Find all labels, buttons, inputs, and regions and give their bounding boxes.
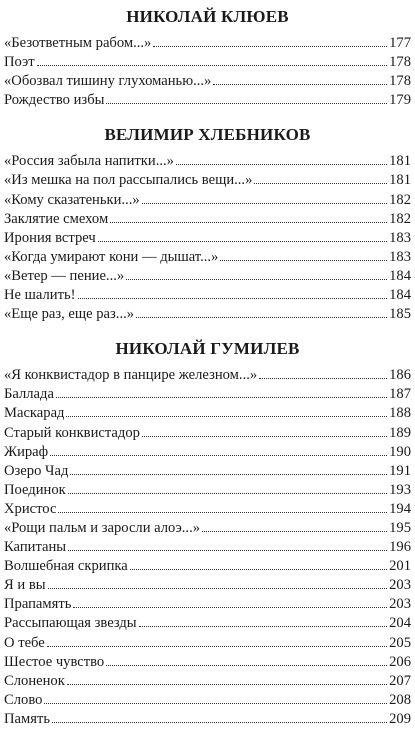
section-title-khlebnikov: ВЕЛИМИР ХЛЕБНИКОВ: [104, 125, 311, 145]
toc-entry: [4, 34, 411, 53]
dot-leader: [142, 436, 387, 437]
entry-page: 182: [389, 210, 411, 227]
dot-leader: [50, 455, 387, 456]
entry-page: 191: [389, 462, 411, 479]
entry-page: 177: [389, 35, 411, 51]
entry-title: Баллада: [4, 386, 54, 403]
dot-leader: [202, 531, 387, 532]
entry-title: Память: [4, 710, 50, 727]
section-title-gumilev: НИКОЛАЙ ГУМИЛЕВ: [115, 339, 300, 359]
entry-page: 194: [389, 500, 411, 517]
entry-page: 190: [389, 443, 411, 460]
entry-page: 178: [389, 54, 411, 71]
entry-title: «Безответным рабом...»: [4, 35, 152, 51]
toc-entry: [4, 614, 411, 633]
dot-leader: [110, 222, 387, 223]
dot-leader: [48, 588, 388, 589]
toc-entry: [4, 152, 411, 171]
dot-leader: [68, 493, 387, 494]
entry-title: Прапамять: [4, 596, 72, 613]
entry-title: Я и вы: [4, 577, 46, 594]
toc-entry: [4, 91, 411, 110]
entry-title: Шестое чувство: [4, 653, 105, 670]
toc-entry: [4, 595, 411, 614]
dot-leader: [213, 84, 387, 85]
dot-leader: [68, 550, 387, 551]
entry-title: Слово: [4, 691, 43, 708]
entry-title: «Рощи пальм и заросли алоэ...»: [4, 519, 201, 536]
dot-leader: [259, 378, 387, 379]
entry-title: Старый конквистадор: [4, 424, 140, 441]
toc-page: [0, 5, 415, 727]
toc-entry: [4, 557, 411, 576]
toc-entry: [4, 500, 411, 519]
dot-leader: [176, 164, 387, 165]
entry-page: 195: [389, 519, 411, 536]
toc-entry: [4, 481, 411, 500]
entry-page: 183: [389, 248, 411, 265]
entry-title: «Ветер — пение...»: [4, 267, 125, 284]
entry-page: 184: [389, 287, 411, 304]
dot-leader: [126, 279, 387, 280]
toc-entry: [4, 519, 411, 538]
entry-page: 209: [389, 710, 411, 727]
entry-title: Маскарад: [4, 405, 65, 422]
toc-entry: [4, 229, 411, 248]
entry-page: 182: [389, 191, 411, 208]
dot-leader: [44, 703, 387, 704]
dot-leader: [106, 665, 387, 666]
entry-page: 189: [389, 424, 411, 441]
toc-list-khlebnikov: [4, 152, 411, 324]
entry-title: Поединок: [4, 481, 66, 498]
entry-page: 203: [389, 577, 411, 594]
toc-entry: [4, 404, 411, 423]
entry-title: «Еще раз, еще раз...»: [4, 306, 135, 323]
dot-leader: [37, 65, 387, 66]
entry-title: Рассыпающая звезды: [4, 615, 137, 632]
entry-page: 188: [389, 405, 411, 422]
dot-leader: [139, 626, 388, 627]
entry-page: 185: [389, 306, 411, 323]
entry-title: «Из мешка на пол рассыпались вещи...»: [4, 172, 253, 189]
entry-page: 183: [389, 229, 411, 246]
toc-entry: [4, 634, 411, 653]
entry-title: «Я конквистадор в панцире железном...»: [4, 367, 258, 384]
toc-entry: [4, 210, 411, 229]
entry-title: Капитаны: [4, 539, 67, 556]
toc-entry: [4, 53, 411, 72]
entry-page: 193: [389, 481, 411, 498]
entry-page: 208: [389, 691, 411, 708]
entry-page: 184: [389, 267, 411, 284]
entry-title: «Когда умирают кони — дышат...»: [4, 248, 219, 265]
dot-leader: [78, 298, 388, 299]
dot-leader: [56, 397, 387, 398]
dot-leader: [58, 512, 387, 513]
entry-title: Рождество избы: [4, 92, 105, 109]
entry-page: 207: [389, 672, 411, 689]
dot-leader: [66, 416, 387, 417]
entry-title: Христос: [4, 500, 57, 517]
toc-entry: [4, 385, 411, 404]
dot-leader: [67, 684, 387, 685]
entry-title: Поэт: [4, 54, 35, 71]
entry-page: 178: [389, 73, 411, 90]
entry-title: О тебе: [4, 634, 45, 651]
entry-title: «Обозвал тишину глухоманью...»: [4, 73, 212, 90]
dot-leader: [220, 260, 387, 261]
toc-entry: [4, 538, 411, 557]
dot-leader: [136, 317, 387, 318]
entry-page: 187: [389, 386, 411, 403]
entry-page: 181: [389, 153, 411, 170]
toc-entry: [4, 691, 411, 710]
toc-entry: [4, 710, 411, 729]
entry-title: Волшебная скрипка: [4, 558, 128, 575]
dot-leader: [47, 646, 387, 647]
entry-title: «Кому сказатеньки...»: [4, 191, 140, 208]
dot-leader: [254, 183, 387, 184]
toc-entry: [4, 443, 411, 462]
entry-title: Жираф: [4, 443, 49, 460]
entry-title: Озеро Чад: [4, 462, 69, 479]
section-title-klyuev: НИКОЛАЙ КЛЮЕВ: [126, 7, 289, 26]
toc-entry: [4, 305, 411, 324]
entry-title: Заклятие смехом: [4, 210, 109, 227]
dot-leader: [70, 474, 387, 475]
entry-page: 206: [389, 653, 411, 670]
dot-leader: [98, 241, 387, 242]
toc-entry: [4, 72, 411, 91]
dot-leader: [130, 569, 387, 570]
entry-page: 205: [389, 634, 411, 651]
toc-list-klyuev: [4, 34, 411, 110]
dot-leader: [153, 46, 387, 47]
dot-leader: [73, 607, 387, 608]
toc-entry: [4, 191, 411, 210]
toc-entry: [4, 267, 411, 286]
entry-title: Слоненок: [4, 672, 65, 689]
toc-entry: [4, 286, 411, 305]
toc-entry: [4, 424, 411, 443]
entry-page: 186: [389, 367, 411, 384]
toc-entry: [4, 576, 411, 595]
toc-entry: [4, 248, 411, 267]
entry-page: 179: [389, 92, 411, 109]
entry-title: «Россия забыла напитки...»: [4, 153, 174, 170]
toc-entry: [4, 366, 411, 385]
toc-entry: [4, 653, 411, 672]
entry-page: 201: [389, 558, 411, 575]
dot-leader: [142, 203, 387, 204]
toc-list-gumilev: [4, 366, 411, 729]
dot-leader: [52, 722, 387, 723]
entry-page: 204: [389, 615, 411, 632]
toc-entry: [4, 462, 411, 481]
toc-entry: [4, 171, 411, 190]
entry-title: Ирония встреч: [4, 229, 96, 246]
entry-page: 203: [389, 596, 411, 613]
dot-leader: [106, 103, 387, 104]
entry-page: 196: [389, 539, 411, 556]
entry-page: 181: [389, 172, 411, 189]
toc-entry: [4, 672, 411, 691]
entry-title: Не шалить!: [4, 287, 76, 304]
